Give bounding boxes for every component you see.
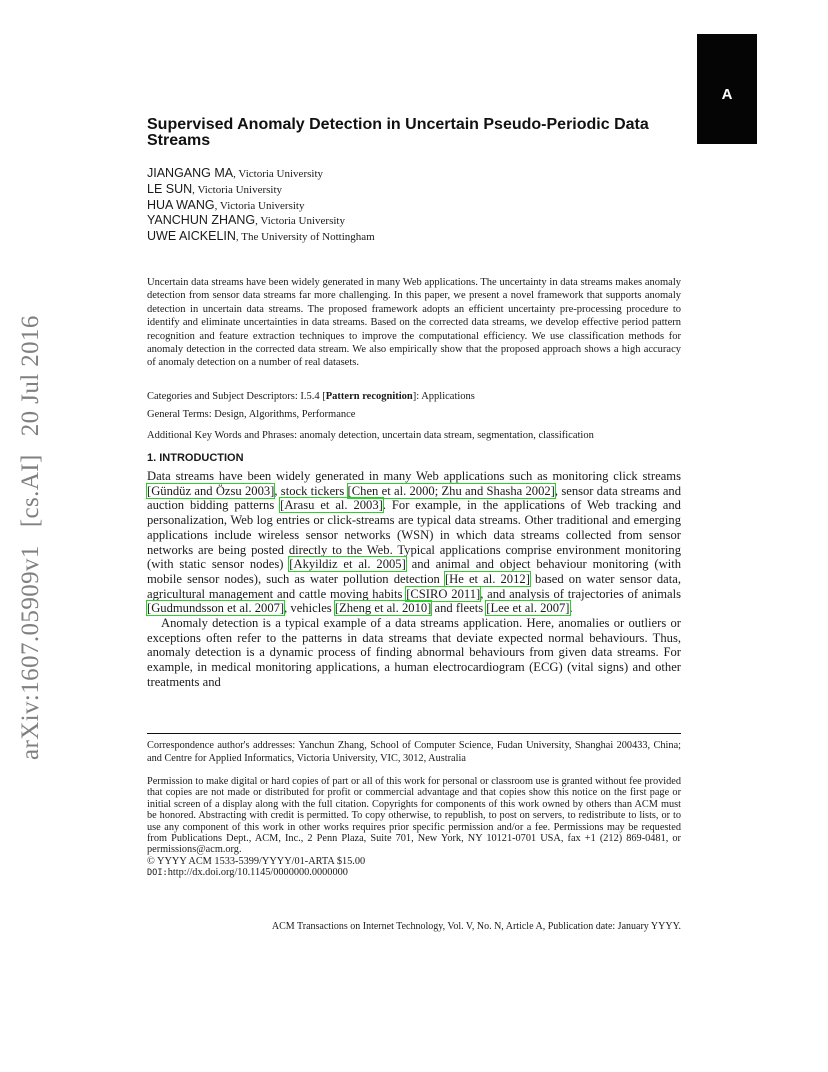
intro-text: and animal and object behaviour monitoring (with mobile sensor nodes), such as water pollution detection [147,557,681,586]
arxiv-date: 20 Jul 2016 [17,315,44,437]
author-affiliation: , Victoria University [192,183,283,196]
article-letter-tab [697,34,757,144]
intro-text: , vehicles [284,601,335,616]
citation-link[interactable]: [Zheng et al. 2010] [334,601,432,616]
title-line: Streams [147,132,211,149]
author-entry [147,166,681,182]
author-name: YANCHUN ZHANG [147,213,256,228]
paper-title [147,117,681,149]
author-entry [147,213,681,229]
footnote-rule [147,733,681,734]
keywords: Additional Key Words and Phrases: anomaly detection, uncertain data stream, segmentation, classification [147,430,594,441]
author-list [147,166,681,245]
citation-link[interactable]: [He et al. 2012] [444,571,530,586]
categories-descriptors [147,390,681,403]
permission-text: Permission to make digital or hard copies of part or all of this work for personal or classroom use is granted without fee provided that copies are not made or distributed for profit or commercial advantage and that copies show this notice on the first page or initial screen of a display along with the full citation. Copyrights for components of this work owned by others than ACM must be honored. Abstracting with credit is permitted. To copy otherwise, to republish, to post on servers, to redistribute to lists, or to use any component of this work in other works requires prior specific permission and/or a fee. Permissions may be requested from Publications Dept., ACM, Inc., 2 Penn Plaza, Suite 701, New York, NY 10121-0701 USA, fax +1 (212) 869-0481, or permissions@acm.org. [147,776,681,856]
intro-text: , sensor data streams and auction bidding patterns [147,483,681,513]
title-line: Supervised Anomaly Detection in Uncertain Pseudo-Periodic Data [147,116,649,133]
intro-text: . For example, in the applications of Web tracking and personalization, Web log entries or click-streams are typical data streams. Other traditional and emerging applications include wireless sensor networks (WSN) in which data streams collected from sensor networks are being posted directly to the Web. Typical applications comprise environment monitoring (with static sensor nodes) [147,498,681,572]
arxiv-id[interactable]: arXiv:1607.05909v1 [17,545,44,760]
intro-text: , and analysis of trajectories of animals [480,586,681,601]
author-name: JIANGANG MA [147,166,234,180]
categories-bold-term: Pattern recognition [325,391,413,402]
abstract: Uncertain data streams have been widely generated in many Web applications. The uncertainty in data streams makes anomaly detection from sensor data streams far more challenging. In this paper, we present a novel framework that supports anomaly detection in uncertain data streams. The proposed framework adopts an efficient uncertainty pre-processing procedure to identify and eliminate uncertainties in data streams. Based on the corrected data streams, we develop effective period pattern recognition and feature extraction techniques to improve the computational efficiency. We use classification methods for anomaly detection in the corrected data stream. We also empirically show that the proposed approach shows a high accuracy of anomaly detection on a number of real datasets. [147,277,681,369]
intro-text: . [569,601,573,616]
intro-paragraph: Anomaly detection is a typical example of a data streams application. Here, anomalies or outliers or exceptions often refer to the patterns in data streams that deviate expected normal behaviours. Thus, anomaly detection is a dynamic process of finding abnormal behaviours from given data streams. For example, in medical monitoring applications, a human electrocardiogram (ECG) (vital signs) and other treatments and [147,616,681,689]
intro-text: and fleets [431,601,487,616]
citation-link[interactable]: [Akyildiz et al. 2005] [289,557,406,572]
doi-link[interactable]: http://dx.doi.org/10.1145/0000000.0000000 [167,867,348,879]
copyright-line: © YYYY ACM 1533-5399/YYYY/01-ARTA $15.00 [147,855,366,867]
intro-text: based on water sensor data, agricultural management and cattle moving habits [147,571,682,601]
citation-link[interactable]: [Gündüz and Özsu 2003] [147,483,275,498]
journal-footer: ACM Transactions on Internet Technology, Vol. V, No. N, Article A, Publication date: January YYYY. [271,921,681,932]
citation-link[interactable]: [Arasu et al. 2003] [280,498,383,513]
intro-paragraph [147,469,681,616]
citation-link[interactable]: [Gudmundsson et al. 2007] [147,601,285,616]
correspondence-note: Correspondence author's addresses: Yanchun Zhang, School of Computer Science, Fudan University, Shanghai 200433, China; and Centre for Applied Informatics, Victoria University, VIC, 3012, Australia [147,740,681,764]
categories-prefix: Categories and Subject Descriptors: I.5.4 [ [147,391,326,402]
author-entry [147,198,681,214]
citation-link[interactable]: [CSIRO 2011] [406,586,481,601]
author-affiliation: , The University of Nottingham [235,231,375,244]
section-heading: 1. INTRODUCTION [147,452,244,464]
author-name: HUA WANG [147,197,215,212]
arxiv-category: [cs.AI] [17,454,44,528]
general-terms: General Terms: Design, Algorithms, Performance [147,409,356,420]
author-entry [147,229,681,245]
citation-link[interactable]: [Chen et al. 2000; Zhu and Shasha 2002] [347,483,555,498]
author-affiliation: , Victoria University [214,199,305,212]
doi-label: DOI: [147,868,168,879]
article-letter: A [721,86,733,103]
permission-notice [147,776,681,880]
doi-line [147,867,681,879]
arxiv-stamp [17,297,45,760]
intro-text: , stock tickers [274,483,348,498]
author-affiliation: , Victoria University [255,215,345,228]
author-entry [147,182,681,198]
intro-text: Data streams have been widely generated in many Web applications such as monitoring click streams [147,469,681,483]
author-name: LE SUN [147,181,193,196]
categories-suffix: ]: Applications [412,391,475,402]
introduction-body [147,469,681,690]
author-name: UWE AICKELIN [147,229,236,244]
citation-link[interactable]: [Lee et al. 2007] [486,601,570,616]
author-affiliation: , Victoria University [233,168,323,180]
